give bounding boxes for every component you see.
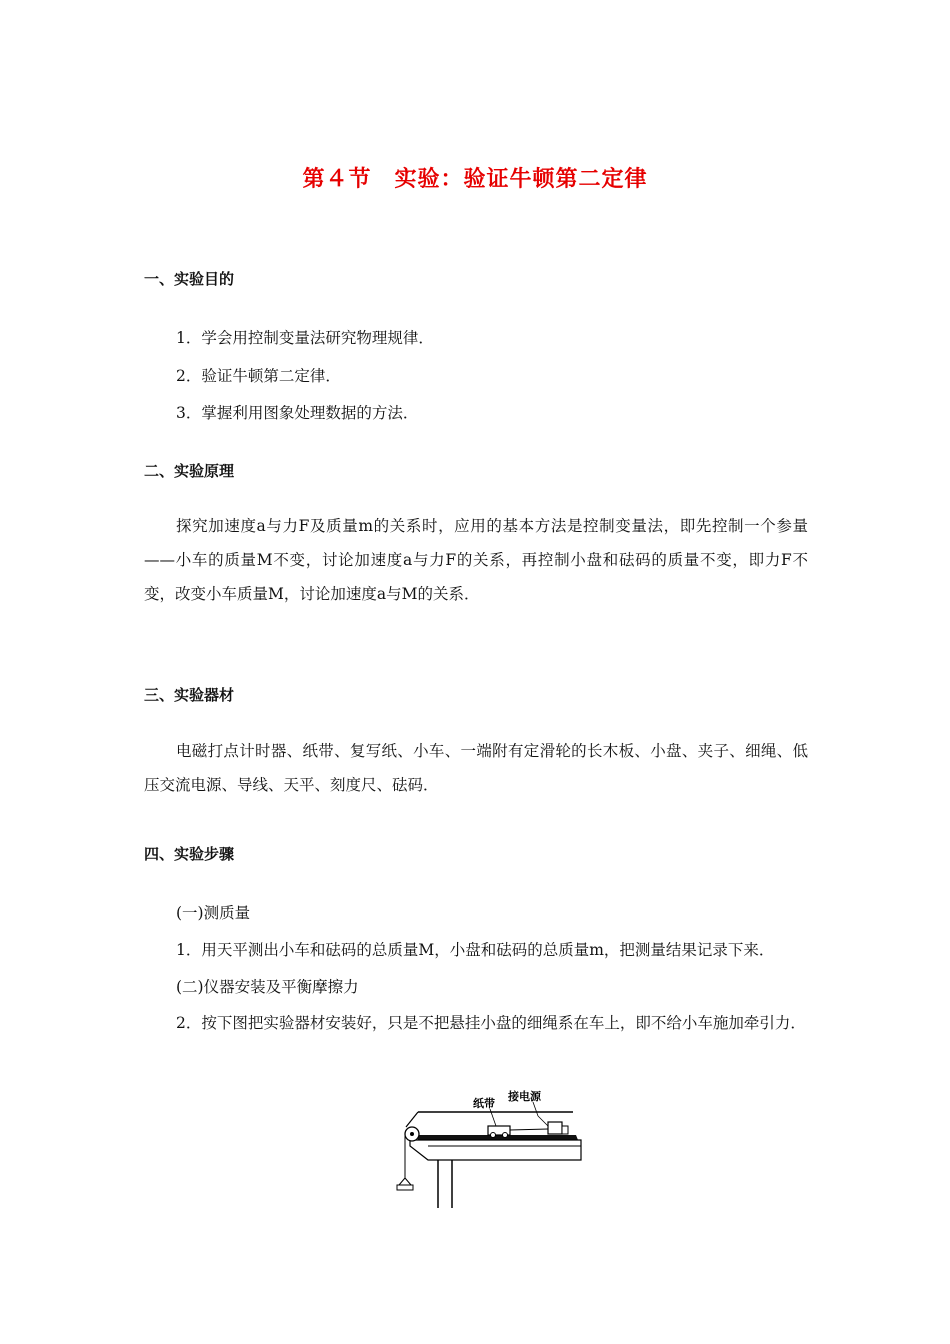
steps-subheading-1: (一)测质量: [176, 904, 251, 922]
step-1: 1．用天平测出小车和砝码的总质量M，小盘和砝码的总质量m，把测量结果记录下来．: [176, 941, 775, 959]
section-heading-principle: 二、实验原理: [144, 462, 235, 480]
purpose-item-3: 3．掌握利用图象处理数据的方法．: [176, 404, 419, 422]
principle-paragraph: 探究加速度a与力F及质量m的关系时，应用的基本方法是控制变量法，即先控制一个参量——小车的质量M不变，讨论加速度a与力F的关系，再控制小盘和砝码的质量不变，即力F不变，改变小车质量M，讨论加速度a与M的关系．: [144, 517, 808, 603]
equipment-paragraph: 电磁打点计时器、纸带、复写纸、小车、一端附有定滑轮的长木板、小盘、夹子、细绳、低压交流电源、导线、天平、刻度尺、砝码．: [144, 742, 808, 794]
apparatus-figure: [388, 1082, 588, 1212]
section-heading-steps: 四、实验步骤: [144, 845, 235, 863]
purpose-item-2: 2．验证牛顿第二定律．: [176, 367, 341, 385]
purpose-item-1: 1．学会用控制变量法研究物理规律．: [176, 329, 434, 347]
step-2: 2．按下图把实验器材安装好，只是不把悬挂小盘的细绳系在车上，即不给小车施加牵引力．: [176, 1014, 806, 1032]
section-heading-equipment: 三、实验器材: [144, 686, 235, 704]
track-rail: [418, 1135, 578, 1140]
label-power-supply: 接电源: [508, 1090, 541, 1103]
section-heading-purpose: 一、实验目的: [144, 270, 235, 288]
steps-subheading-2: (二)仪器安装及平衡摩擦力: [176, 978, 359, 996]
timer-icon: [548, 1122, 562, 1134]
weight-pan-icon: [397, 1185, 413, 1190]
page-title: 第４节 实验：验证牛顿第二定律: [302, 167, 648, 192]
table-top: [410, 1140, 581, 1160]
label-paper-tape: 纸带: [473, 1097, 495, 1110]
